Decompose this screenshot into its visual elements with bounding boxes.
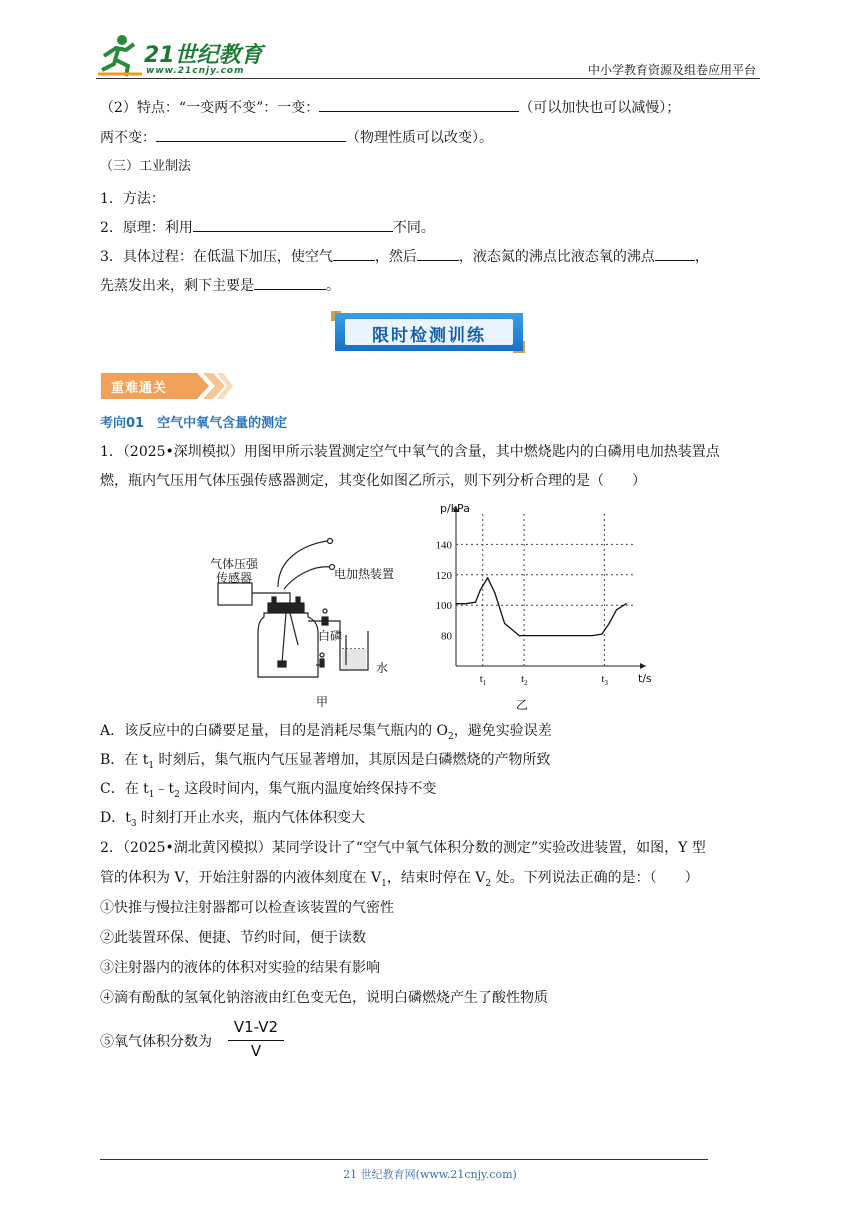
sensor-label-line-1: 气体压强	[210, 557, 259, 571]
data-point	[487, 577, 488, 578]
pressure-chart	[420, 500, 660, 710]
q2-stem-line-2: 管的体积为 V，开始注射器的内液体刻度在 $V_1$，结束时停在 $V_2$ 处。下列说法正确的是：（ ）	[100, 870, 699, 889]
industrial-item-1: 1．方法：	[100, 191, 165, 207]
data-point	[609, 623, 610, 624]
chart-caption: 乙	[516, 698, 529, 712]
data-point	[519, 635, 520, 636]
q1-stem-line-2: 燃，瓶内气压用气体压强传感器测定，其变化如图乙所示，则下列分析合理的是（ ）	[100, 473, 646, 489]
blank-liquefy[interactable]	[333, 246, 375, 261]
x-tick-label: $t_2$	[521, 673, 528, 687]
header	[0, 0, 860, 80]
apparatus-caption: 甲	[316, 695, 329, 709]
chart-x-label: t/s	[638, 672, 652, 685]
x-tick-subscript: 2	[524, 679, 528, 687]
y-tick-label: 120	[435, 569, 452, 582]
data-point	[601, 634, 602, 635]
footer-text[interactable]: 21 世纪教育网(www.21cnjy.com)	[343, 1168, 517, 1181]
y-tick-label: 100	[435, 600, 452, 613]
apparatus-figure	[200, 525, 400, 710]
chart-y-label: p/kPa	[440, 502, 470, 515]
topic-title: 考向01 空气中氧气含量的测定	[100, 416, 288, 431]
blank-principle[interactable]	[193, 217, 393, 232]
data-point	[626, 603, 627, 604]
x-tick-subscript: 3	[604, 679, 608, 687]
volume-fraction-formula	[228, 1018, 284, 1064]
logo-main: 21世纪教育	[144, 43, 263, 68]
runner-logo-icon	[96, 34, 144, 78]
q1-stem-line-1: 1．（2025•深圳模拟）用图甲所示装置测定空气中氧气的含量，其中燃烧匙内的白磷用电加热装置点	[100, 444, 720, 460]
industrial-item-3-line-2: 先蒸发出来，剩下主要是 。	[100, 275, 340, 296]
industrial-item-2: 2．原理：利用 不同。	[100, 217, 435, 238]
data-point	[480, 589, 481, 590]
data-point	[592, 635, 593, 636]
heater-label: 电加热装置	[334, 567, 395, 581]
banner-title: 限时检测训练	[372, 326, 486, 346]
industrial-item-3: 3．具体过程：在低温下加压，使空气 ，然后 ，液态氮的沸点比液态氧的沸点 ，	[100, 246, 709, 267]
blank-boiling[interactable]	[655, 246, 695, 261]
q1-option-a[interactable]: A．该反应中的白磷要足量，目的是消耗尽集气瓶内的 $O_2$，避免实验误差	[100, 723, 552, 742]
x-tick-subscript: 1	[482, 679, 487, 687]
x-tick-label: $t_1$	[479, 673, 487, 687]
industrial-heading: （三）工业制法	[100, 159, 192, 174]
q2-statement-5: ⑤氧气体积分数为	[100, 1034, 212, 1050]
water-label: 水	[376, 661, 389, 675]
phosphorus-label: 白磷	[318, 629, 343, 643]
sensor-label-line-2: 传感器	[216, 571, 253, 585]
q1-option-d[interactable]: D．$t_3$ 时刻打开止水夹，瓶内气体体积变大	[100, 810, 366, 829]
x-axis-arrow	[640, 663, 646, 669]
q2-statement-1: ①快推与慢拉注射器都可以检查该装置的气密性	[100, 900, 394, 916]
data-point	[475, 602, 476, 603]
y-tick-label: 80	[441, 630, 452, 643]
blank-two-unchanged[interactable]	[156, 127, 346, 142]
q1-option-b[interactable]: B．在 $t_1$ 时刻后，集气瓶内气压显著增加，其原因是白磷燃烧的产物所致	[100, 752, 551, 771]
feature-line-1: （2）特点：“一变两不变”：一变： （可以加快也可以减慢）；	[100, 97, 680, 118]
fraction-bar	[228, 1040, 284, 1041]
logo[interactable]	[96, 34, 266, 80]
blank-one-change[interactable]	[319, 97, 519, 112]
blank-remainder[interactable]	[254, 275, 326, 290]
formula-denominator: V	[250, 1042, 262, 1060]
tag-label: 重难通关	[111, 381, 168, 396]
header-rule	[96, 78, 760, 79]
difficulty-tag	[101, 373, 233, 399]
footer-rule	[100, 1159, 708, 1160]
data-point	[494, 592, 495, 593]
pressure-curve	[456, 578, 626, 636]
timed-test-banner	[331, 309, 529, 354]
q2-statement-2: ②此装置环保、便捷、节约时间，便于读数	[100, 930, 366, 946]
logo-url: www.21cnjy.com	[146, 66, 245, 76]
data-point	[616, 609, 617, 610]
formula-numerator: V1-V2	[233, 1018, 279, 1036]
blank-then[interactable]	[417, 246, 459, 261]
x-tick-label: $t_3$	[601, 673, 608, 687]
q2-stem-line-1: 2．（2025•湖北黄冈模拟）某同学设计了“空气中氧气体积分数的测定”实验改进装置，如图，Y 型	[100, 840, 706, 856]
y-tick-label: 140	[435, 539, 452, 552]
data-point	[465, 603, 466, 604]
data-point	[455, 603, 456, 604]
data-point	[504, 623, 505, 624]
q2-statement-4: ④滴有酚酞的氢氧化钠溶液由红色变无色，说明白磷燃烧产生了酸性物质	[100, 990, 548, 1006]
feature-line-2: 两不变： （物理性质可以改变）。	[100, 127, 493, 148]
q2-statement-3: ③注射器内的液体的体积对实验的结果有影响	[100, 960, 380, 976]
tagline: 中小学教育资源及组卷应用平台	[587, 63, 756, 77]
data-point	[528, 635, 529, 636]
q1-option-c[interactable]: C．在 $t_1﹣t_2$ 这段时间内，集气瓶内温度始终保持不变	[100, 781, 437, 800]
